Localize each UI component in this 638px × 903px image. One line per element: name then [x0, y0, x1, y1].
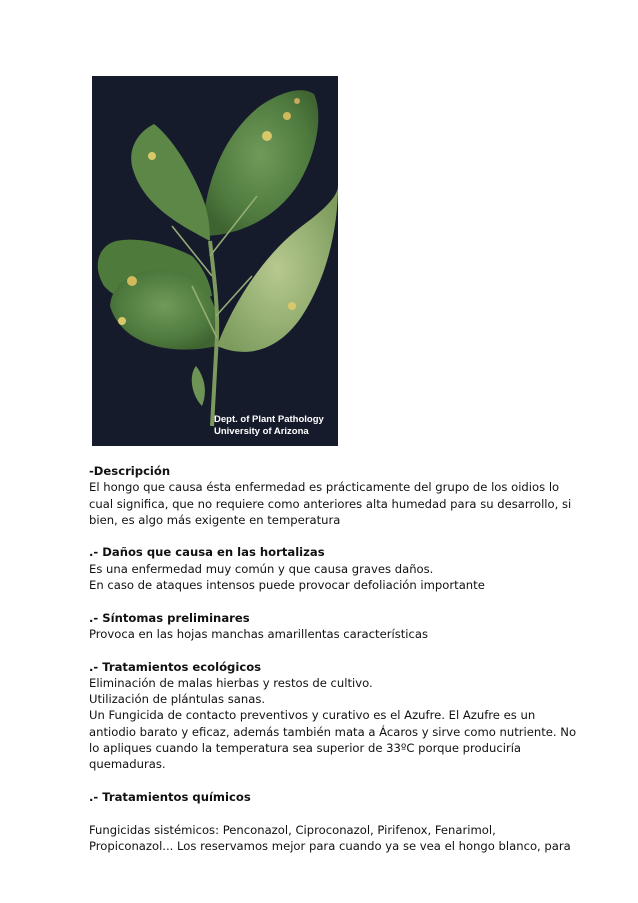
section-title: .- Tratamientos químicos — [89, 789, 251, 804]
section-descripcion — [89, 463, 572, 528]
paragraph-line: En caso de ataques intensos puede provocar defoliación importante — [89, 578, 485, 593]
paragraph-line: Es una enfermedad muy común y que causa graves daños. — [89, 561, 434, 576]
paragraph-line: cual significa, que no requiere como anteriores alta humedad para su desarrollo, si — [89, 496, 572, 511]
caption-line: Dept. of Plant Pathology — [214, 414, 324, 425]
document-body — [89, 463, 577, 870]
section-title: -Descripción — [89, 464, 171, 478]
paragraph-line: bien, es algo más exigente en temperatura — [89, 512, 341, 527]
paragraph-line: Eliminación de malas hierbas y restos de cultivo. — [89, 675, 373, 690]
section-title: .- Tratamientos ecológicos — [89, 659, 262, 674]
paragraph-line: Provoca en las hojas manchas amarillentas características — [89, 626, 429, 641]
section-sintomas — [89, 610, 559, 643]
leaf-illustration — [92, 76, 338, 446]
section-tratamientos-ecologicos — [89, 659, 577, 773]
paragraph-line: Utilización de plántulas sanas. — [89, 692, 266, 707]
paragraph-line: El hongo que causa ésta enfermedad es prácticamente del grupo de los oidios lo — [89, 480, 560, 495]
section-title: .- Síntomas preliminares — [89, 610, 250, 625]
leaf-photo — [92, 76, 338, 446]
paragraph-line: lo apliques cuando la temperatura sea superior de 33ºC porque produciría — [89, 741, 522, 756]
section-tratamientos-quimicos — [89, 789, 571, 854]
paragraph-line: quemaduras. — [89, 757, 166, 772]
paragraph-line: Un Fungicida de contacto preventivos y curativo es el Azufre. El Azufre es un — [89, 708, 536, 723]
photo-caption — [214, 414, 334, 438]
caption-line: University of Arizona — [214, 426, 309, 437]
section-title: .- Daños que causa en las hortalizas — [89, 545, 325, 560]
blank-line — [89, 805, 559, 821]
paragraph-line: Fungicidas sistémicos: Penconazol, Ciproconazol, Pirifenox, Fenarimol, — [89, 822, 496, 837]
paragraph-line: Propiconazol... Los reservamos mejor para cuando ya se vea el hongo blanco, para — [89, 838, 571, 853]
paragraph-line: antiodio barato y eficaz, además también mata a Ácaros y sirve como nutriente. No — [89, 724, 577, 739]
section-danos — [89, 544, 559, 593]
